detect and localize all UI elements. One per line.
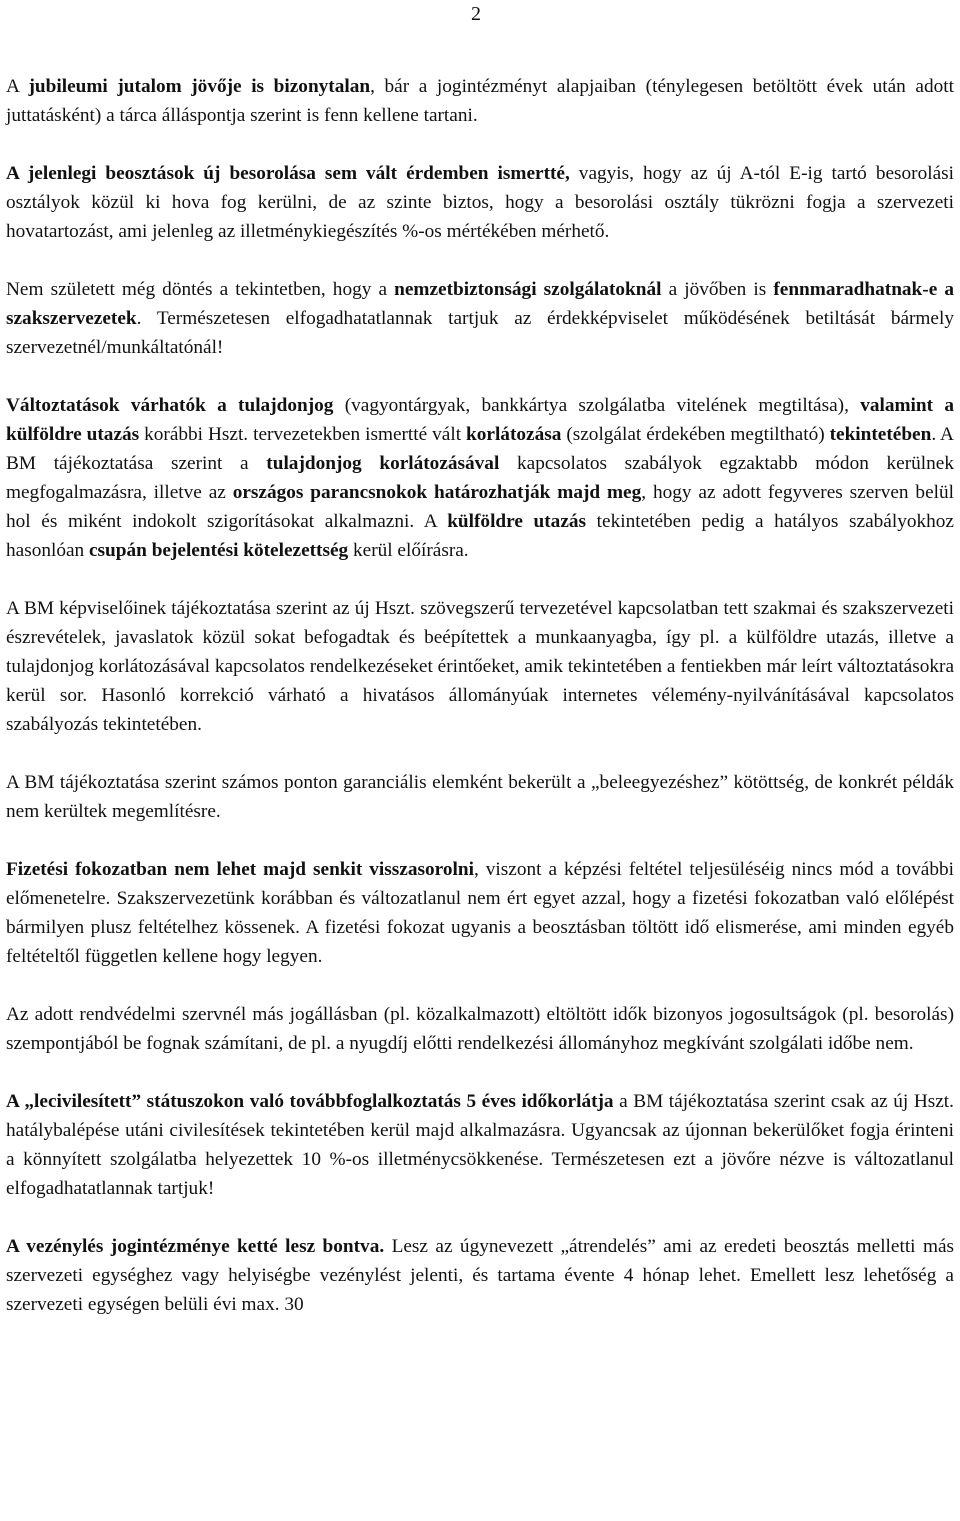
text-run: kerül előírásra. — [348, 540, 469, 561]
bold-text: csupán bejelentési kötelezettség — [89, 540, 349, 561]
bold-text: korlátozása — [466, 424, 562, 445]
paragraph-lecivilesitett — [6, 1087, 954, 1203]
bold-text: valamint a külföldre utazás — [6, 395, 954, 445]
bold-text: Változtatások várhatók a tulajdonjog — [6, 395, 334, 416]
text-run: Lesz az úgynevezett „átrendelés” ami az eredeti beosztás melletti más szervezeti egységhez vagy helyiségbe vezénylést jelenti, és tartama évente 4 hónap lehet. Emellett lesz lehetőség a szervezeti egységen belüli évi max. 30 — [6, 1236, 955, 1315]
paragraph-vezenyles — [6, 1232, 954, 1319]
text-run: A BM tájékoztatása szerint számos ponton garanciális elemként bekerült a „beleegyezéshez” kötöttség, de konkrét példák nem kerültek megemlítésre. — [6, 772, 954, 822]
text-run: . Természetesen elfogadhatatlannak tartjuk az érdekképviselet működésének betiltását bármely szervezetnél/munkáltatónál! — [6, 308, 954, 358]
document-body — [6, 72, 954, 1348]
text-run: Nem született még döntés a tekintetben, hogy a — [6, 279, 395, 300]
text-run: . A BM tájékoztatása szerint a — [6, 424, 954, 474]
paragraph-fizetesi-fokozat — [6, 855, 954, 971]
bold-text: A vezénylés jogintézménye ketté lesz bontva. — [6, 1236, 385, 1257]
text-run: , bár a jogintézményt alapjaiban (ténylegesen betöltött évek után adott juttatásként) a tárca álláspontja szerint is fenn kellene tartani. — [6, 76, 954, 126]
paragraph-bm-kepviselok — [6, 594, 954, 739]
paragraph-beleegyezes — [6, 768, 954, 826]
bold-text: Fizetési fokozatban nem lehet majd senkit visszasorolni — [6, 859, 474, 880]
bold-text: fennmaradhatnak-e a szakszervezetek — [6, 279, 954, 329]
paragraph-jogallas — [6, 1000, 954, 1058]
text-run: vagyis, hogy az új A-tól E-ig tartó besorolási osztályok közül ki hova fog kerülni, de az szinte biztos, hogy a besorolási osztály tükrözni fogja a szervezeti hovatartozást, ami jelenleg az illetménykiegészítés %-os mértékében mérhető. — [6, 163, 955, 242]
page-number: 2 — [471, 3, 481, 25]
bold-text: országos parancsnokok határozhatják majd meg — [232, 482, 642, 503]
text-run: a BM tájékoztatása szerint csak az új Hszt. hatálybalépése utáni civilesítések tekintetében kerül majd alkalmazásra. Ugyancsak az újonnan bekerülőket fogja érinteni a könnyített szolgálatba helyezettek 10 %-os illetménycsökkenése. Természetesen ezt a jövőre nézve is változatlanul elfogadhatatlannak tartjuk! — [6, 1091, 954, 1199]
text-run: A BM képviselőinek tájékoztatása szerint az új Hszt. szövegszerű tervezetével kapcsolatban tett szakmai és szakszervezeti észrevételek, javaslatok közül sokat befogadtak és beépítettek a munkaanyagba, így pl. a külföldre utazás, illetve a tulajdonjog korlátozásával kapcsolatos rendelkezéseket érintőeket, amik tekintetében a fentiekben már leírt változtatásokra kerül sor. Hasonló korrekció várható a hivatásos állományúak internetes vélemény-nyilvánításával kapcsolatos szabályozás tekintetében. — [6, 598, 954, 735]
bold-text: tekintetében — [829, 424, 932, 445]
bold-text: A „lecivilesített” státuszokon való továbbfoglalkoztatás 5 éves időkorlátja — [6, 1091, 614, 1112]
bold-text: A jelenlegi beosztások új besorolása sem vált érdemben ismertté, — [6, 163, 570, 184]
bold-text: nemzetbiztonsági szolgálatoknál — [394, 279, 662, 300]
text-run: (szolgálat érdekében megtiltható) — [561, 424, 830, 445]
text-run: A — [6, 76, 29, 97]
bold-text: külföldre utazás — [447, 511, 587, 532]
text-run: , viszont a képzési feltétel teljesüléséig nincs mód a további előmenetelre. Szakszervezetünk korábban és változatlanul nem ért egyet azzal, hogy a fizetési fokozatban való előlépést bármilyen plusz feltételhez kössenek. A fizetési fokozat ugyanis a beosztásban töltött idő elismerése, ami minden egyéb feltételtől független kellene hogy legyen. — [6, 859, 954, 967]
text-run: kapcsolatos szabályok egzaktabb módon kerülnek megfogalmazásra, illetve az — [6, 453, 954, 503]
text-run: a jövőben is — [661, 279, 774, 300]
paragraph-besorolas — [6, 159, 954, 246]
text-run: korábbi Hszt. tervezetekben ismertté vált — [139, 424, 467, 445]
paragraph-jubileumi-jutalom — [6, 72, 954, 130]
text-run: tekintetében pedig a hatályos szabályokhoz hasonlóan — [6, 511, 954, 561]
paragraph-tulajdonjog — [6, 391, 954, 565]
bold-text: jubileumi jutalom jövője is bizonytalan — [28, 76, 371, 97]
text-run: , hogy az adott fegyveres szerven belül hol és miként indokolt szigorításokat alkalmazni. A — [6, 482, 954, 532]
text-run: Az adott rendvédelmi szervnél más jogállásban (pl. közalkalmazott) eltöltött idők bizonyos jogosultságok (pl. besorolás) szempontjából be fognak számítani, de pl. a nyugdíj előtti rendelkezési állományhoz megkívánt szolgálati időbe nem. — [6, 1004, 954, 1054]
bold-text: tulajdonjog korlátozásával — [266, 453, 500, 474]
text-run: (vagyontárgyak, bankkártya szolgálatba vitelének megtiltása), — [333, 395, 861, 416]
paragraph-nemzetbiztonsagi — [6, 275, 954, 362]
